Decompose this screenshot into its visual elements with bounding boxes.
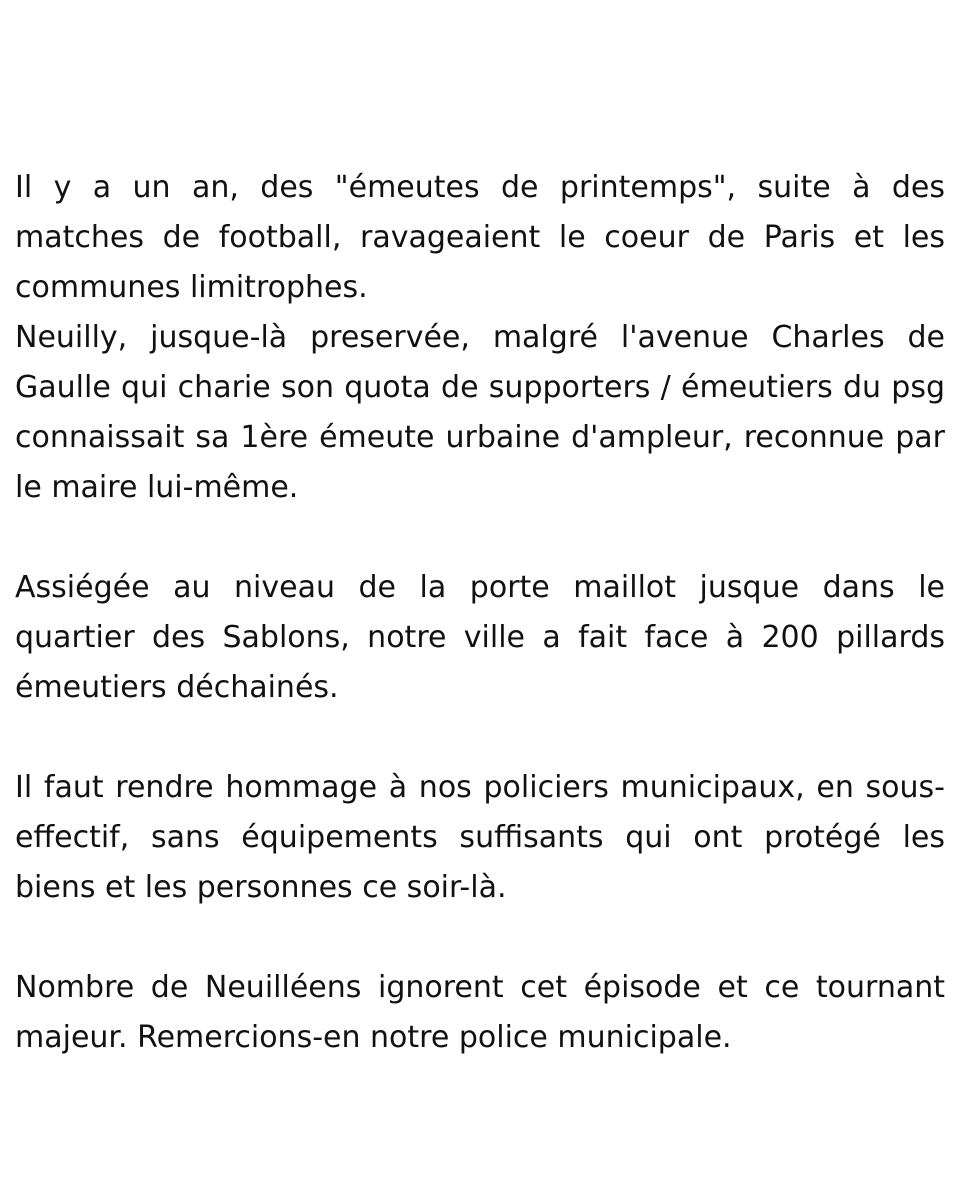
paragraph-spring-riots: Il y a un an, des "émeutes de printemps", suite à des matches de football, ravageaient le coeur de Paris et les communes limitrophes. — [15, 170, 945, 305]
paragraph-sablons-siege: Assiégée au niveau de la porte maillot jusque dans le quartier des Sablons, notre ville a fait face à 200 pillards émeutiers déchainés. — [15, 570, 945, 705]
paragraph-thanks: Nombre de Neuilléens ignorent cet épisode et ce tournant majeur. Remercions-en notre police municipale. — [15, 970, 945, 1055]
paragraph-police-tribute: Il faut rendre hommage à nos policiers municipaux, en sous-effectif, sans équipements suffisants qui ont protégé les biens et les personnes ce soir-là. — [15, 770, 945, 905]
article-body — [15, 163, 945, 1063]
paragraph-neuilly-riot: Neuilly, jusque-là preservée, malgré l'avenue Charles de Gaulle qui charie son quota de supporters / émeutiers du psg connaissait sa 1ère émeute urbaine d'ampleur, reconnue par le maire lui-même. — [15, 320, 945, 505]
